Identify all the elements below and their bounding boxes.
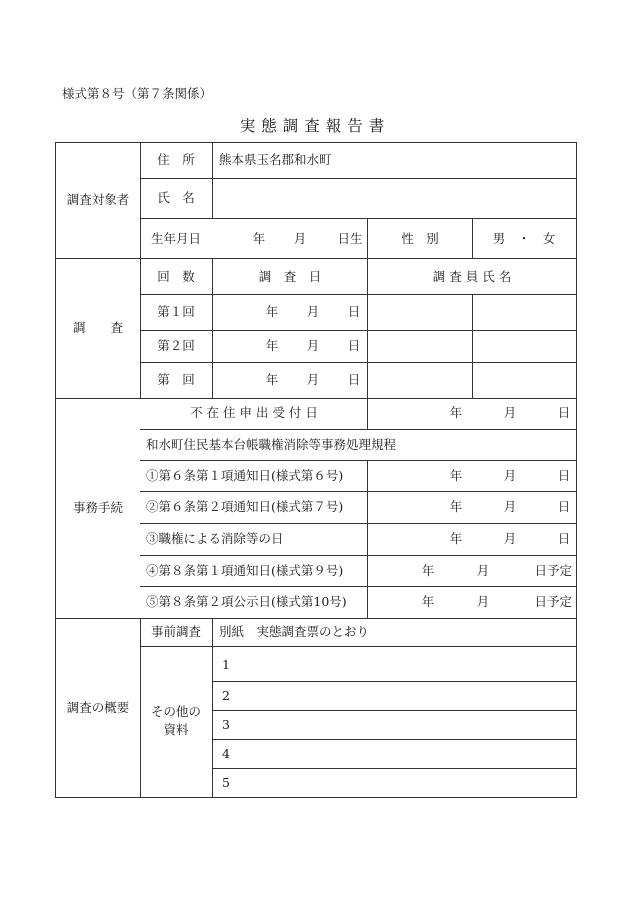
procedure-item-year: 年 bbox=[421, 563, 435, 578]
form-number: 様式第８号（第７条関係） bbox=[62, 86, 213, 101]
gender-options: 男 ・ 女 bbox=[492, 231, 556, 246]
pre-survey-label: 事前調査 bbox=[150, 624, 202, 639]
other-item[interactable]: 4 bbox=[222, 746, 230, 761]
report-date-label: 不 在 住 申 出 受 付 日 bbox=[190, 405, 318, 420]
procedure-item-day: 日 bbox=[557, 531, 571, 546]
procedure-item-label: ⑤第８条第２項公示日(様式第10号) bbox=[146, 594, 347, 609]
other-materials-label: その他の bbox=[150, 704, 202, 719]
procedure-item-day: 日予定 bbox=[534, 563, 572, 578]
procedure-item-month: 月 bbox=[503, 531, 517, 546]
procedure-section-label: 事務手続 bbox=[72, 500, 124, 515]
procedure-item-year: 年 bbox=[449, 531, 463, 546]
procedure-item-year: 年 bbox=[449, 468, 463, 483]
procedure-item-year: 年 bbox=[449, 499, 463, 514]
round-month: 月 bbox=[306, 372, 320, 387]
report-date-month: 月 bbox=[503, 405, 517, 420]
procedure-item-label: ①第６条第１項通知日(様式第６号) bbox=[146, 468, 344, 483]
round-month: 月 bbox=[306, 338, 320, 353]
round-day: 日 bbox=[347, 372, 361, 387]
round-label: 第１回 bbox=[157, 304, 195, 319]
document-title: 実態調査報告書 bbox=[239, 117, 391, 135]
procedure-item-month: 月 bbox=[476, 594, 490, 609]
round-label: 第２回 bbox=[157, 338, 195, 353]
procedure-item-day: 日予定 bbox=[534, 594, 572, 609]
birthdate-day: 日生 bbox=[337, 231, 363, 246]
address-value: 熊本県玉名郡和水町 bbox=[219, 152, 332, 167]
round-year: 年 bbox=[265, 304, 279, 319]
round-year: 年 bbox=[265, 372, 279, 387]
date-header: 調 査 日 bbox=[258, 269, 322, 284]
other-materials-label: 資料 bbox=[163, 722, 189, 737]
procedure-item-month: 月 bbox=[503, 499, 517, 514]
overview-section-label: 調査の概要 bbox=[66, 700, 130, 715]
round-label: 第 回 bbox=[157, 372, 195, 387]
round-year: 年 bbox=[265, 338, 279, 353]
procedure-item-month: 月 bbox=[503, 468, 517, 483]
surveyor-header: 調 査 員 氏 名 bbox=[432, 269, 512, 284]
other-item[interactable]: 3 bbox=[222, 717, 230, 732]
subject-section-label: 調査対象者 bbox=[66, 192, 130, 207]
procedure-item-label: ②第６条第２項通知日(様式第７号) bbox=[146, 499, 344, 514]
report-date-year: 年 bbox=[449, 405, 463, 420]
procedure-item-label: ③職権による消除等の日 bbox=[146, 531, 284, 546]
report-date-day: 日 bbox=[557, 405, 571, 420]
gender-label: 性 別 bbox=[401, 231, 439, 246]
name-label: 氏 名 bbox=[157, 190, 195, 205]
procedure-item-label: ④第８条第１項通知日(様式第９号) bbox=[146, 563, 344, 578]
birthdate-year: 年 bbox=[252, 231, 266, 246]
other-item[interactable]: 1 bbox=[222, 657, 230, 672]
round-day: 日 bbox=[347, 304, 361, 319]
other-item[interactable]: 2 bbox=[222, 688, 230, 703]
procedure-item-year: 年 bbox=[421, 594, 435, 609]
birthdate-month: 月 bbox=[293, 231, 307, 246]
round-month: 月 bbox=[306, 304, 320, 319]
address-label: 住 所 bbox=[157, 152, 195, 167]
round-day: 日 bbox=[347, 338, 361, 353]
procedure-item-day: 日 bbox=[557, 499, 571, 514]
count-header: 回 数 bbox=[157, 269, 195, 284]
other-item[interactable]: 5 bbox=[222, 775, 230, 790]
survey-section-label: 調 査 bbox=[72, 320, 124, 335]
regulation-title: 和水町住民基本台帳職権消除等事務処理規程 bbox=[146, 437, 397, 452]
birthdate-label: 生年月日 bbox=[150, 231, 202, 246]
procedure-item-month: 月 bbox=[476, 563, 490, 578]
procedure-item-day: 日 bbox=[557, 468, 571, 483]
pre-survey-value: 別紙 実態調査票のとおり bbox=[219, 624, 370, 639]
